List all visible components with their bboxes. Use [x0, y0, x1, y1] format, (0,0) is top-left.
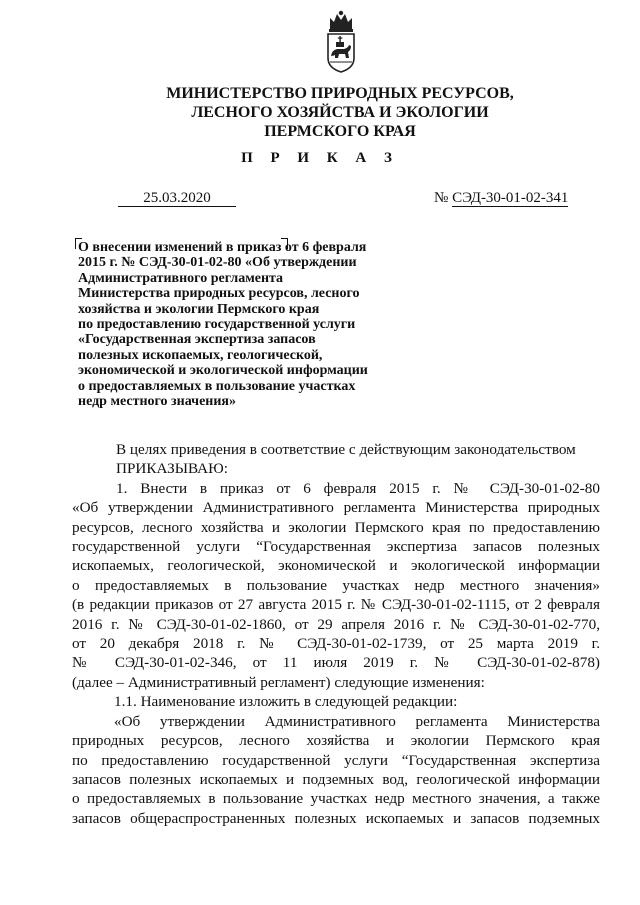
ministry-line: МИНИСТЕРСТВО ПРИРОДНЫХ РЕСУРСОВ,	[166, 85, 514, 102]
order-body	[72, 440, 600, 828]
body-line: от 20 декабря 2018 г. № СЭД-30-01-02-1739, от 25 марта 2019 г.	[72, 635, 600, 653]
body-line: по предоставлению государственной услуги “Государственная экспертиза	[72, 751, 600, 769]
subject-line: «Государственная экспертиза запасов	[78, 332, 316, 348]
ministry-line: ЛЕСНОГО ХОЗЯЙСТВА И ЭКОЛОГИИ	[191, 104, 489, 121]
subject-line: О внесении изменений в приказ от 6 февраля	[78, 240, 367, 255]
body-line: ископаемых, геологической, экономической и экологической информации	[72, 557, 600, 575]
subject-line: 2015 г. № СЭД-30-01-02-80 «Об утверждении	[78, 255, 357, 271]
body-line: 1. Внести в приказ от 6 февраля 2015 г. № СЭД-30-01-02-80	[116, 479, 600, 497]
body-line: (в редакции приказов от 27 августа 2015 г. № СЭД-30-01-02-1115, от 2 февраля	[72, 596, 600, 614]
order-date: 25.03.2020	[118, 190, 236, 207]
body-line: 1.1. Наименование изложить в следующей редакции:	[114, 693, 458, 711]
body-line: «Об утверждении Административного регламента Министерства природных	[72, 499, 600, 517]
body-line: ПРИКАЗЫВАЮ:	[116, 460, 228, 478]
order-number-prefix: №	[434, 190, 453, 206]
body-line: (далее – Административный регламент) следующие изменения:	[72, 673, 485, 691]
subject-line: экономической и экологической информации	[78, 363, 368, 379]
document-type-title: П Р И К А З	[241, 150, 399, 166]
subject-line: Административного регламента	[78, 270, 284, 286]
order-number-value: СЭД-30-01-02-341	[452, 190, 569, 206]
body-line: запасов полезных ископаемых и подземных вод, геологической информации	[72, 770, 600, 788]
subject-line: недр местного значения»	[78, 394, 236, 410]
ministry-line: ПЕРМСКОГО КРАЯ	[264, 123, 416, 140]
ministry-name	[150, 84, 530, 141]
subject-line: о предоставляемых в пользование участках	[78, 378, 356, 394]
body-line: «Об утверждении Административного регламента Министерства	[114, 712, 600, 730]
subject-line: полезных ископаемых, геологической,	[78, 347, 323, 363]
body-line: природных ресурсов, лесного хозяйства и экологии Пермского края	[72, 732, 600, 750]
subject-line: по предоставлению государственной услуги	[78, 317, 356, 333]
subject-line: Министерства природных ресурсов, лесного	[78, 286, 360, 302]
body-line: В целях приведения в соответствие с действующим законодательством	[116, 441, 576, 458]
body-line: запасов общераспространенных полезных ископаемых и запасов подземных	[72, 809, 600, 827]
body-line: № СЭД-30-01-02-346, от 11 июля 2019 г. № СЭД-30-01-02-878)	[72, 654, 600, 672]
order-subject	[78, 240, 418, 409]
body-line: 2016 г. № СЭД-30-01-02-1860, от 29 апреля 2016 г. № СЭД-30-01-02-770,	[72, 615, 600, 633]
body-line: государственной услуги “Государственная экспертиза запасов полезных	[72, 538, 600, 556]
body-line: о предоставляемых в пользование участках недр местного значения, а также	[72, 790, 600, 808]
order-number	[434, 190, 568, 206]
coat-of-arms-emblem	[322, 8, 360, 74]
body-line: ресурсов, лесного хозяйства и экологии Пермского края по предоставлению	[72, 518, 600, 536]
body-line: о предоставляемых в пользование участках недр местного значения»	[72, 576, 600, 594]
subject-line: хозяйства и экологии Пермского края	[78, 301, 320, 317]
